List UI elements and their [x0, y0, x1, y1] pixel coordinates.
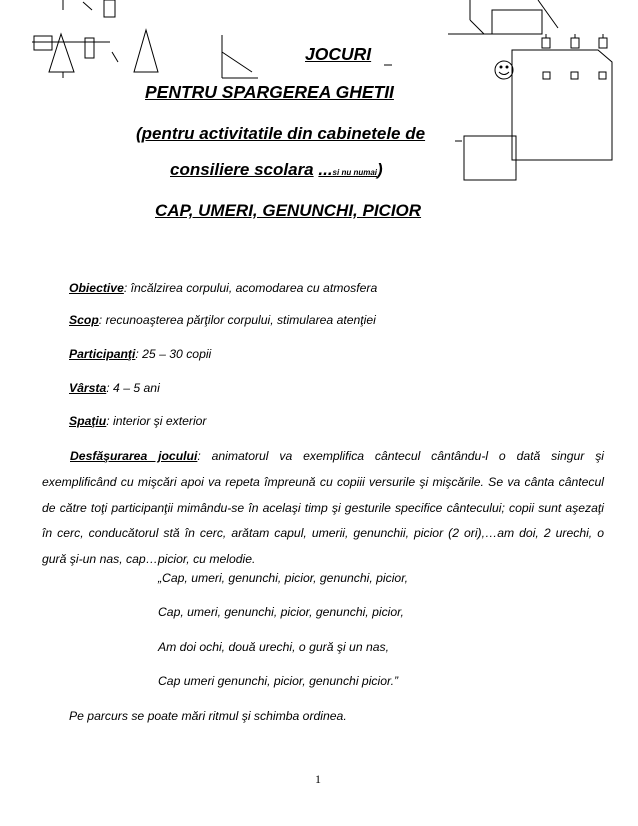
field-space: Spaţiu: interior şi exterior — [69, 414, 207, 428]
closing-note: Pe parcurs se poate mări ritmul şi schimba ordinea. — [69, 709, 347, 723]
game-description: Desfăşurarea jocului: animatorul va exemplifica cântecul cântându-l o dată singur şi exemplificând cu mişcări apoi va repeta împreună cu copiii versurile şi mişcările. Se va cânta cântecul de către toţi participanţii mimându-se în acelaşi timp şi gesturile specifice cântecului; copii sunt aşezaţi în cerc, conducătorul stă în cerc, arătam capul, umerii, genunchii, picior (2 ori),…am doi, 2 urechi, o gură şi-un nas, cap…picior, cu melodie. — [42, 449, 604, 567]
triangle-icon — [49, 34, 74, 72]
field-scope: Scop: recunoaşterea părţilor corpului, stimularea atenţiei — [69, 313, 376, 327]
song-line: Cap umeri genunchi, picior, genunchi picior.” — [158, 674, 399, 688]
square-icon — [34, 36, 52, 50]
page-number: 1 — [315, 772, 321, 786]
small-rectangle-icon — [85, 38, 94, 58]
panel-icon — [512, 50, 612, 160]
document-title-line2: PENTRU SPARGEREA GHETII — [145, 82, 394, 102]
field-age: Vârsta: 4 – 5 ani — [69, 381, 160, 395]
field-objectives: Obiective: încălzirea corpului, acomodarea cu atmosfera — [69, 281, 378, 295]
document-subtitle-line2: consiliere scolara ...si nu numai) — [170, 160, 383, 179]
checkbox-grid-icon — [542, 34, 607, 79]
field-participants: Participanţi: 25 – 30 copii — [69, 347, 212, 361]
small-rectangle-icon — [104, 0, 115, 17]
document-title: JOCURI — [305, 44, 372, 64]
smiley-face-icon — [495, 61, 513, 79]
rectangle-icon — [492, 10, 542, 34]
triangle-icon — [134, 30, 158, 72]
rectangle-icon — [464, 136, 516, 180]
song-line: Cap, umeri, genunchi, picior, genunchi, picior, — [158, 605, 404, 619]
document-subtitle: (pentru activitatile din cabinetele de — [136, 124, 426, 143]
song-line: „Cap, umeri, genunchi, picior, genunchi, picior, — [158, 571, 408, 585]
game-title: CAP, UMERI, GENUNCHI, PICIOR — [155, 201, 422, 220]
song-line: Am doi ochi, două urechi, o gură şi un nas, — [158, 640, 390, 654]
